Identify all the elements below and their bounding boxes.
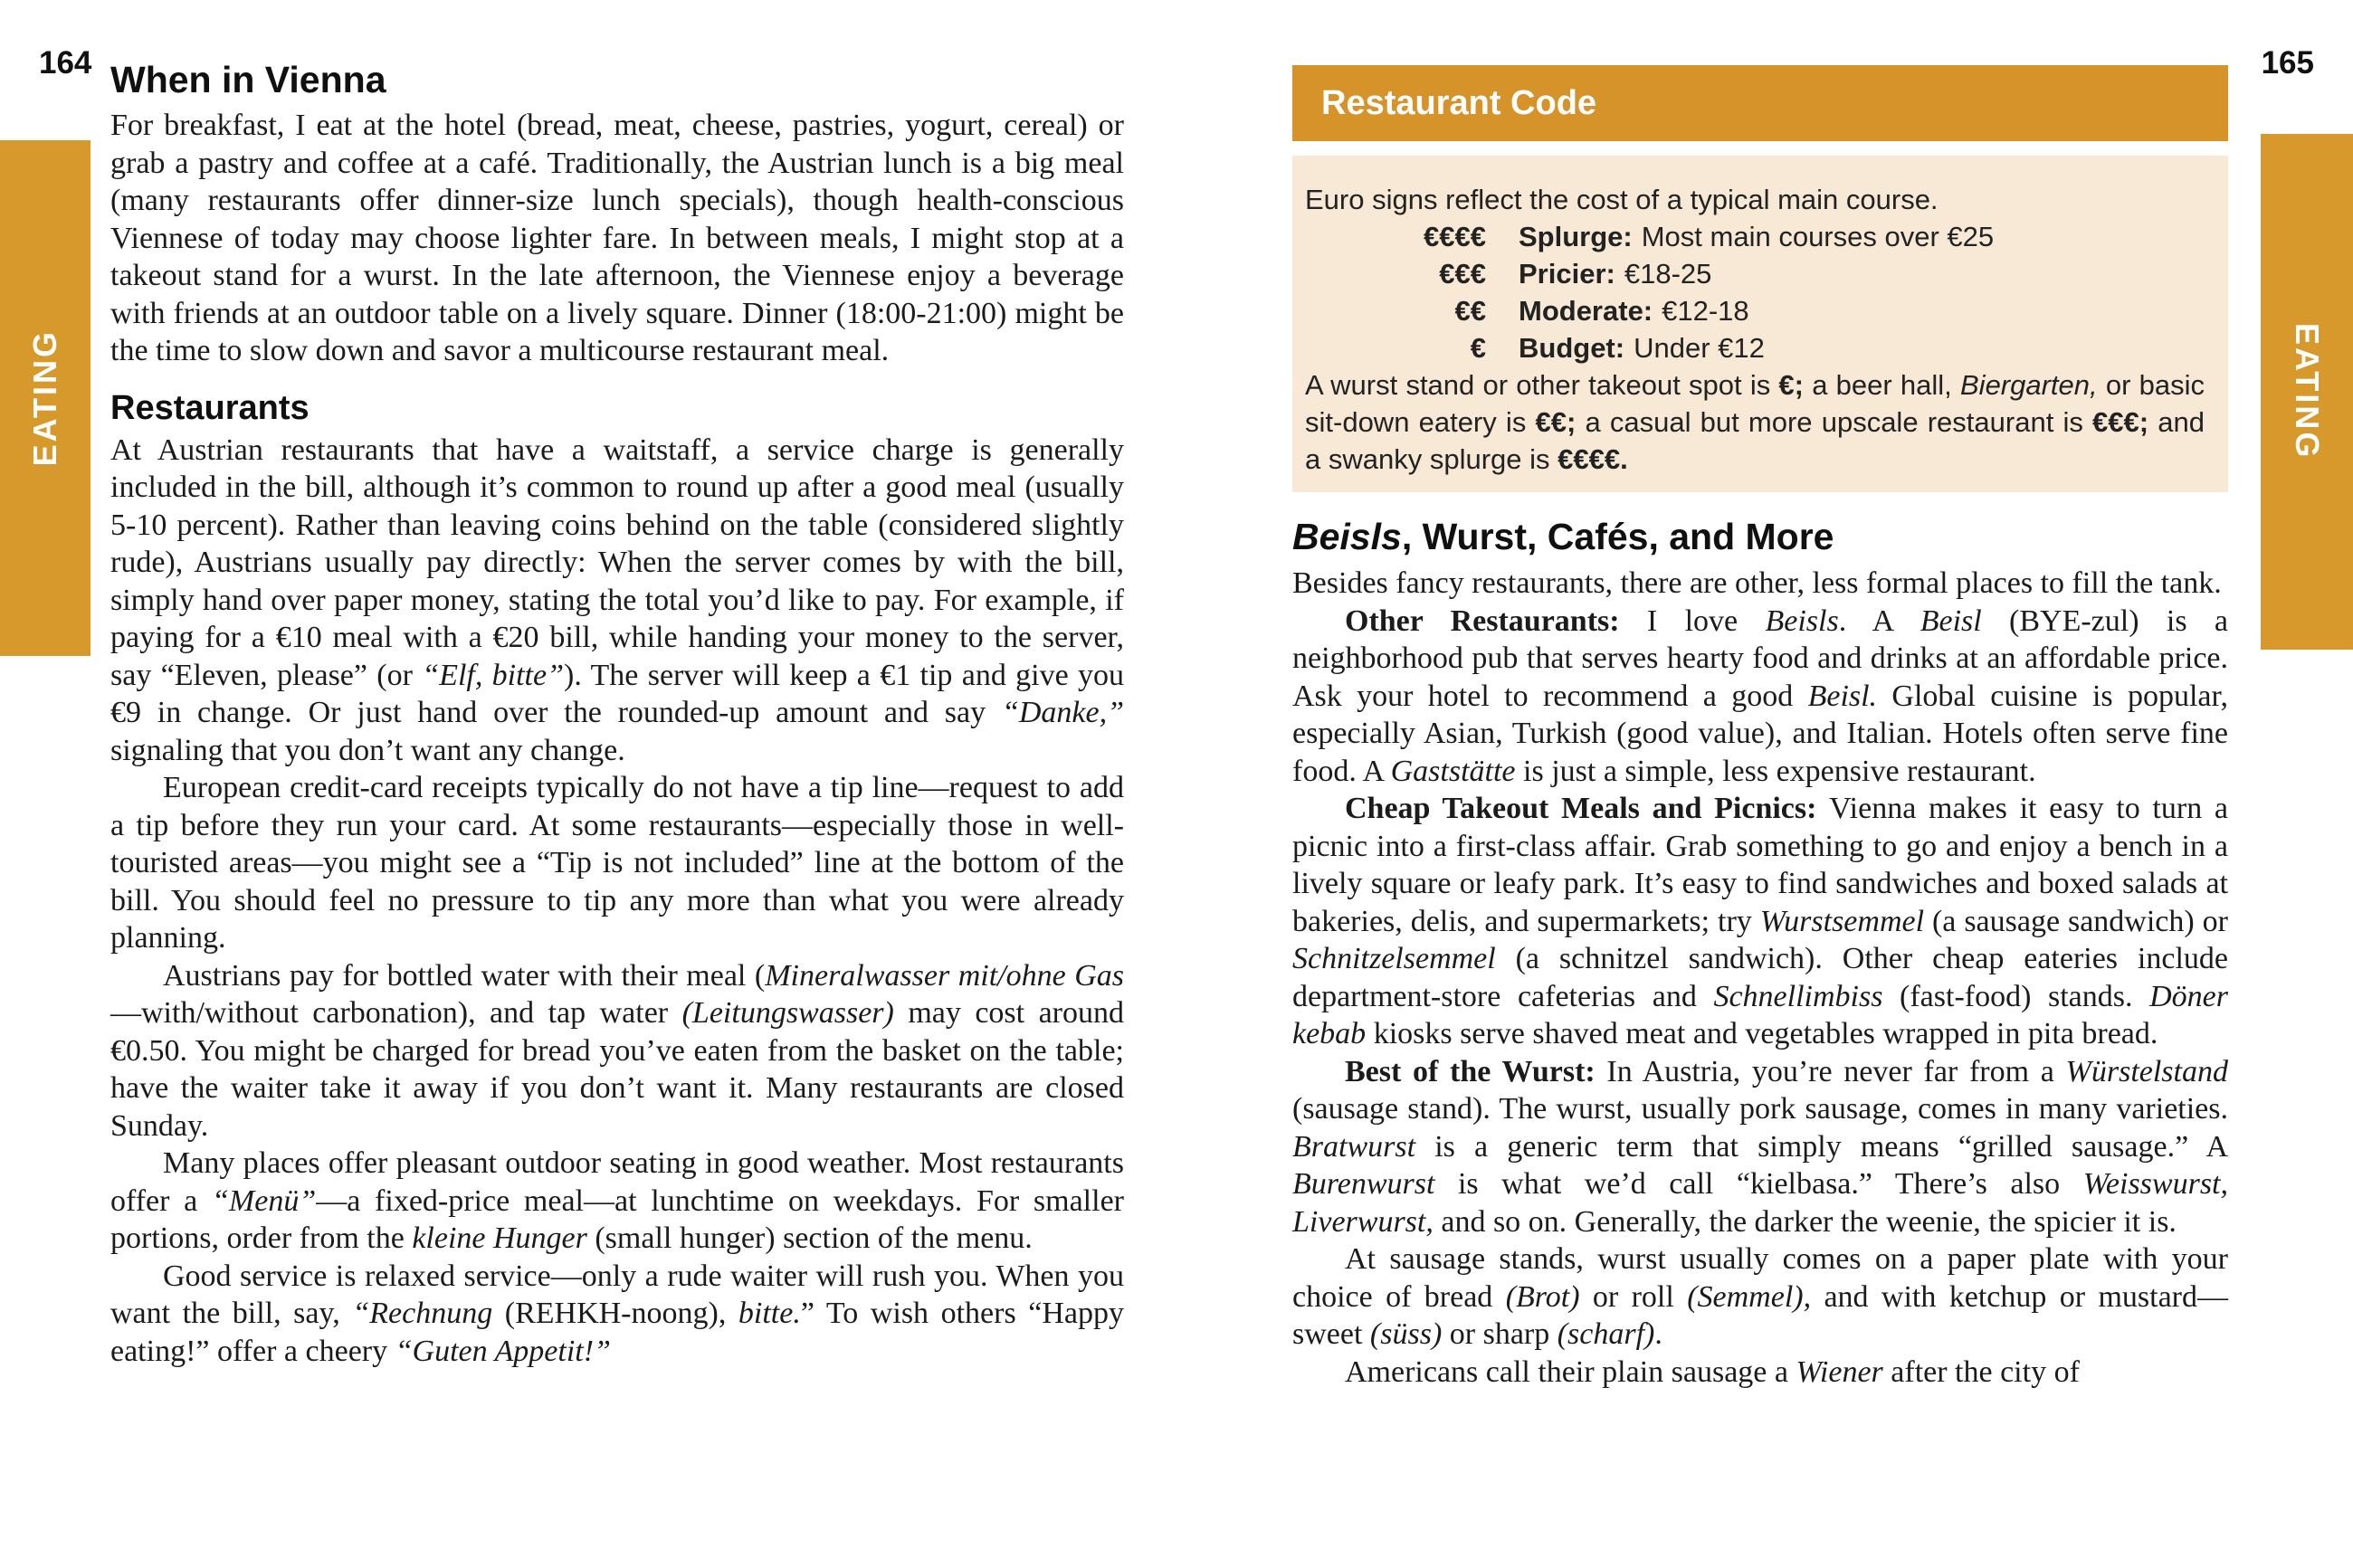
text-run: Cheap Takeout Meals and Picnics: (1345, 792, 1830, 825)
text-run: . A (1838, 603, 1920, 638)
text-run: “Menü” (212, 1183, 317, 1218)
page-number-left: 164 (39, 45, 92, 81)
price-tier-row (1305, 329, 2205, 366)
text-run: “Elf, bitte” (422, 658, 565, 692)
text-run: (scharf) (1557, 1317, 1655, 1351)
section-heading-when-in-vienna: When in Vienna (110, 59, 386, 100)
text-run: Best of the Wurst: (1345, 1054, 1607, 1088)
price-tier-euro-symbols: €€€ (1439, 258, 1486, 290)
text-run: Bratwurst (1292, 1129, 1416, 1164)
text-run: or roll (1579, 1279, 1688, 1314)
text-run: Good service is relaxed service—only a rude waiter will rush you. When you want the bill, say, (110, 1259, 1124, 1330)
text-run: Burenwurst (1292, 1167, 1435, 1201)
text-run: €; (1778, 369, 1804, 401)
text-run: Schnitzelsemmel (1292, 942, 1496, 975)
price-tier-euro-symbols: €€€€ (1424, 221, 1486, 252)
text-run: Americans call their plain sausage a (1345, 1354, 1796, 1389)
text-run: signaling that you don’t want any change. (110, 733, 625, 767)
text-run: (a schnitzel sandwich). Other cheap eateries include department-store cafeterias and (1292, 942, 2228, 1013)
text-run: Weisswurst, Liverwurst, (1292, 1167, 2228, 1239)
text-run: Wiener (1796, 1354, 1883, 1389)
paragraph (110, 107, 1124, 370)
text-run: I love (1646, 603, 1766, 638)
paragraph (1292, 1053, 2228, 1241)
text-run: ” To wish others “Happy eating!” offer a cheery (110, 1297, 1124, 1368)
price-tier-description: €18-25 (1624, 258, 1712, 290)
text-run: Würstelstand (2065, 1054, 2228, 1088)
paragraph (1292, 603, 2228, 791)
text-run: (BYE-zul) is a neighborhood pub that serves hearty food and drinks at an affordable price. Ask your hotel to recommend a good (1292, 603, 2228, 713)
text-run: Wurstsemmel (1759, 904, 1925, 938)
eating-tab-label: EATING (26, 329, 63, 467)
paragraph (1292, 1240, 2228, 1354)
text-run: Vienna makes it easy to turn a picnic into a first-class affair. Grab something to go and enjoy a bench in a lively square or leafy park. It’s easy to find sandwiches and boxed salads at bakeries, delis, and supermarkets; try (1292, 792, 2228, 938)
body-paragraphs (110, 432, 1124, 1371)
eating-chapter-tab-left (0, 140, 90, 656)
price-tier-euro-symbols: €€ (1454, 295, 1486, 327)
text-run: —a fixed-price meal—at lunchtime on weekdays. For smaller portions, order from the (110, 1183, 1124, 1255)
text-run: Besides fancy restaurants, there are other, less formal places to fill the tank. (1292, 566, 2222, 600)
text-run: Gaststätte (1390, 754, 1516, 788)
text-run: ). The server will keep a €1 tip and give you €9 in change. Or just hand over the rounded-up amount and say (110, 658, 1125, 729)
text-run: a casual but more upscale restaurant is (1576, 406, 2093, 438)
right-page-column (1292, 516, 2228, 1391)
text-run: Many places offer pleasant outdoor seating in good weather. Most restaurants offer a (110, 1146, 1124, 1218)
eating-tab-label: EATING (2289, 323, 2326, 461)
price-tier-label: Splurge: (1519, 221, 1633, 252)
text-run: Beisls (1292, 516, 1402, 557)
paragraph (110, 1145, 1124, 1258)
price-tier-description: €12-18 (1662, 295, 1749, 327)
text-run: (Brot) (1505, 1279, 1580, 1314)
text-run: (REHKH-noong), (492, 1297, 738, 1330)
text-run: or basic sit-down eatery is (1305, 369, 2205, 438)
restaurant-code-title: Restaurant Code (1321, 83, 1597, 122)
price-tier-description: Under €12 (1634, 332, 1765, 364)
text-run: (sausage stand). The wurst, usually pork sausage, comes in many varieties. (1292, 1092, 2228, 1126)
paragraph (110, 432, 1124, 770)
text-run: At sausage stands, wurst usually comes on a paper plate with your choice of bread (1292, 1242, 2228, 1314)
text-run: €€€€. (1558, 443, 1628, 475)
paragraph (110, 1258, 1124, 1371)
body-paragraphs (110, 107, 1124, 370)
price-tier-row (1305, 255, 2205, 292)
paragraph (1292, 790, 2228, 1053)
text-run: (small hunger) section of the menu. (586, 1221, 1033, 1255)
price-tier-row (1305, 292, 2205, 329)
text-run: (Leitungswasser) (681, 996, 894, 1030)
text-run: A wurst stand or other takeout spot is (1305, 369, 1779, 401)
text-run: Mineralwasser mit/ohne Gas (765, 958, 1124, 993)
page-number-right: 165 (2261, 45, 2314, 81)
text-run: is just a simple, less expensive restaurant. (1515, 754, 2036, 788)
text-run: (a sausage sandwich) or (1924, 904, 2228, 938)
left-page-column (110, 60, 1124, 1370)
text-run: Beisl (1920, 603, 1982, 638)
text-run: Döner kebab (1292, 979, 2228, 1050)
text-run: kleine Hunger (412, 1221, 587, 1255)
section-heading-restaurants: Restaurants (110, 388, 310, 427)
text-run: is a generic term that simply means “grilled sausage.” A (1415, 1129, 2228, 1164)
text-run: (Semmel), (1687, 1279, 1812, 1314)
text-run: Global cuisine is popular, especially Asian, Turkish (good value), and Italian. Hotels often serve fine food. A (1292, 679, 2228, 788)
paragraph (110, 957, 1124, 1145)
text-run: or sharp (1442, 1317, 1558, 1351)
text-run: Beisl. (1807, 679, 1878, 713)
code-box-footer (1305, 366, 2205, 478)
price-tier-label: Pricier: (1519, 258, 1615, 290)
price-tier-label: Moderate: (1519, 295, 1653, 327)
text-run: “Guten Appetit!” (395, 1334, 611, 1368)
price-tier-list (1305, 218, 2205, 366)
body-paragraphs (1292, 565, 2228, 1391)
text-run: Beisls (1765, 603, 1839, 638)
paragraph (110, 769, 1124, 957)
paragraph (1292, 1354, 2228, 1392)
text-run: (süss) (1369, 1317, 1443, 1351)
eating-chapter-tab-right (2261, 134, 2353, 650)
text-run: European credit-card receipts typically do not have a tip line—request to add a tip before they run your card. At some restaurants—especially those in well-touristed areas—you might see a “Tip is not included” line at the bottom of the bill. You should feel no pressure to tip any more than what you were already planning. (110, 771, 1124, 955)
text-run: “Danke,” (1001, 696, 1124, 729)
restaurant-code-box (1292, 156, 2228, 492)
price-tier-label: Budget: (1519, 332, 1625, 364)
paragraph (1292, 565, 2228, 603)
text-run: bitte. (738, 1297, 801, 1330)
text-run: a beer hall, (1804, 369, 1960, 401)
text-run: €€; (1535, 406, 1577, 438)
text-run: . (1654, 1317, 1662, 1351)
text-run: Schnellimbiss (1713, 979, 1883, 1013)
text-run: and a swanky splurge is (1305, 406, 2205, 475)
text-run: Biergarten, (1960, 369, 2098, 401)
code-box-intro: Euro signs reflect the cost of a typical main course. (1305, 184, 1939, 215)
text-run: For breakfast, I eat at the hotel (bread, meat, cheese, pastries, yogurt, cereal) or grab a pastry and coffee at a café. Traditionally, the Austrian lunch is a big meal (many restaurants offer dinner-size lunch specials), though health-conscious Viennese of today may choose lighter fare. In between meals, I might stop at a takeout stand for a wurst. In the late afternoon, the Viennese enjoy a beverage with friends at an outdoor table on a lively square. Dinner (18:00-21:00) might be the time to slow down and savor a multicourse restaurant meal. (110, 109, 1124, 367)
text-run: kiosks serve shaved meat and vegetables wrapped in pita bread. (1366, 1017, 2158, 1050)
text-run: and with ketchup or mustard—sweet (1292, 1279, 2229, 1351)
text-run: is what we’d call “kielbasa.” There’s also (1434, 1167, 2083, 1201)
restaurant-code-header-bar (1292, 65, 2228, 141)
text-run: , Wurst, Cafés, and More (1401, 516, 1834, 557)
text-run: —with/without carbonation), and tap water (110, 996, 682, 1030)
text-run: Other Restaurants: (1345, 603, 1647, 638)
text-run: “Rechnung (352, 1297, 493, 1330)
text-run: In Austria, you’re never far from a (1606, 1054, 2066, 1088)
text-run: after the city of (1882, 1354, 2080, 1389)
text-run: and so on. Generally, the darker the weenie, the spicier it is. (1433, 1204, 2177, 1239)
text-run: At Austrian restaurants that have a waitstaff, a service charge is generally included in the bill, although it’s common to round up after a good meal (usually 5-10 percent). Rather than leaving coins behind on the table (considered slightly rude), Austrians usually pay directly: When the server comes by with the bill, simply hand over paper money, stating the total you’d like to pay. For example, if paying for a €10 meal with a €20 bill, while handing your money to the server, say “Eleven, please” (or (110, 432, 1124, 692)
section-heading-beisls-wurst-cafes (1292, 516, 2228, 557)
price-tier-euro-symbols: € (1470, 332, 1486, 364)
text-run: €€€; (2092, 406, 2149, 438)
text-run: (fast-food) stands. (1882, 979, 2150, 1013)
price-tier-description: Most main courses over €25 (1641, 221, 1995, 252)
price-tier-row (1305, 218, 2205, 255)
text-run: Austrians pay for bottled water with their meal ( (163, 958, 766, 993)
text-run: may cost around €0.50. You might be charged for bread you’ve eaten from the basket on the table; have the waiter take it away if you don’t want it. Many restaurants are closed Sunday. (110, 996, 1124, 1143)
